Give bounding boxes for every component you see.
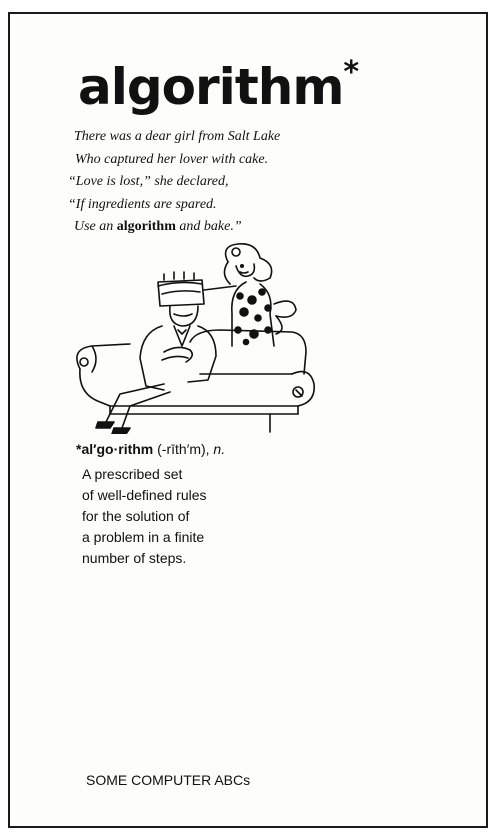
cartoon-illustration	[70, 234, 320, 434]
pronunciation: (-rīth′m),	[153, 441, 210, 457]
man-drawing	[96, 272, 216, 434]
definition-line-3: for the solution of	[82, 508, 190, 524]
poem-line-3: “Love is lost,” she declared,	[68, 174, 229, 189]
poem-line-5: Use an algorithm and bake.”	[74, 219, 242, 234]
title-word: algorithm	[78, 58, 344, 116]
title-asterisk: *	[343, 55, 359, 90]
poem-keyword: algorithm	[116, 219, 176, 234]
series-footer: SOME COMPUTER ABCs	[86, 772, 251, 788]
part-of-speech: n.	[209, 441, 226, 457]
definition-line-2: of well-defined rules	[82, 487, 207, 503]
page-frame	[8, 12, 488, 828]
definition-heading	[76, 441, 225, 457]
poem-line-4: “If ingredients are spared.	[68, 196, 217, 212]
poem-line-2: Who captured her lover with cake.	[75, 151, 269, 167]
headword: *al′go·rithm	[76, 441, 154, 457]
definition-line-5: number of steps.	[82, 550, 187, 566]
limerick	[68, 126, 374, 239]
poem-line-1: There was a dear girl from Salt Lake	[74, 129, 281, 144]
definition-line-1: A prescribed set	[82, 466, 183, 482]
definition-text	[82, 464, 207, 569]
definition-line-4: a problem in a finite	[82, 529, 205, 545]
page-title	[78, 55, 359, 116]
